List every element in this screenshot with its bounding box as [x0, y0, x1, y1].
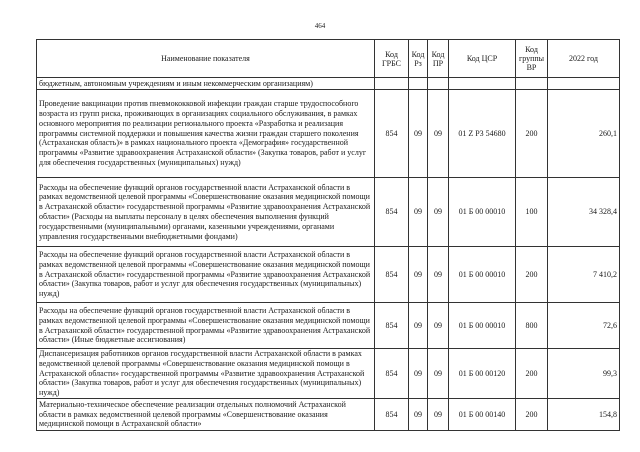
row-grbs: 854 — [375, 178, 409, 247]
row-name: Материально-техническое обеспечение реализации отдельных полномочий Астраханской области в рамках ведомственной целевой программы «Совершенствование оказания медицинской помощи в Астраханской области» — [37, 398, 375, 430]
header-rz: Код Рз — [409, 40, 428, 78]
row-vr: 800 — [516, 303, 548, 349]
row-grbs: 854 — [375, 349, 409, 399]
table-row — [37, 303, 620, 349]
header-name: Наименование показателя — [37, 40, 375, 78]
row-pr: 09 — [428, 303, 449, 349]
row-name: Диспансеризация работников органов государственной власти Астраханской области в рамках ведомственной целевой программы «Совершенствование оказания медицинской помощи в Астраханской области» государственной программы «Развитие здравоохранения Астраханской области» (Закупка товаров, работ и услуг для обеспечения государственных (муниципальных) нужд) — [37, 349, 375, 399]
row-value: 72,6 — [548, 303, 620, 349]
row-value: 7 410,2 — [548, 247, 620, 303]
header-row — [37, 40, 620, 78]
row-rz: 09 — [409, 349, 428, 399]
row-vr: 200 — [516, 349, 548, 399]
row-rz: 09 — [409, 398, 428, 430]
row-vr: 200 — [516, 398, 548, 430]
row-pr: 09 — [428, 349, 449, 399]
row-csr: 01 Б 00 00140 — [449, 398, 516, 430]
row-csr: 01 Б 00 00010 — [449, 303, 516, 349]
header-vr: Код группы ВР — [516, 40, 548, 78]
row-vr: 200 — [516, 247, 548, 303]
row-value: 34 328,4 — [548, 178, 620, 247]
row-vr: 200 — [516, 90, 548, 178]
row-rz: 09 — [409, 247, 428, 303]
row-value: 99,3 — [548, 349, 620, 399]
row-vr: 100 — [516, 178, 548, 247]
row-name: Расходы на обеспечение функций органов государственной власти Астраханской области в рамках ведомственной целевой программы «Совершенствование оказания медицинской помощи в Астраханской области» государственной программы «Развитие здравоохранения Астраханской области» (Расходы на выплаты персоналу в целях обеспечения выполнения функций государственными (муниципальными) органами, казенными учреждениями, органами управления государственными внебюджетными фондами) — [37, 178, 375, 247]
row-vr — [516, 78, 548, 90]
row-rz: 09 — [409, 90, 428, 178]
row-csr: 01 Б 00 00010 — [449, 247, 516, 303]
row-pr: 09 — [428, 398, 449, 430]
table-row — [37, 90, 620, 178]
row-csr: 01 Z P3 54680 — [449, 90, 516, 178]
row-pr: 09 — [428, 247, 449, 303]
header-pr: Код ПР — [428, 40, 449, 78]
row-rz — [409, 78, 428, 90]
row-csr: 01 Б 00 00010 — [449, 178, 516, 247]
row-value — [548, 78, 620, 90]
table-row — [37, 398, 620, 430]
row-value: 260,1 — [548, 90, 620, 178]
row-name: Расходы на обеспечение функций органов государственной власти Астраханской области в рамках ведомственной целевой программы «Совершенствование оказания медицинской помощи в Астраханской области» государственной программы «Развитие здравоохранения Астраханской области» (Иные бюджетные ассигнования) — [37, 303, 375, 349]
table-row — [37, 178, 620, 247]
table-row — [37, 78, 620, 90]
row-grbs: 854 — [375, 247, 409, 303]
row-name: Расходы на обеспечение функций органов государственной власти Астраханской области в рамках ведомственной целевой программы «Совершенствование оказания медицинской помощи в Астраханской области» государственной программы «Развитие здравоохранения Астраханской области» (Закупка товаров, работ и услуг для обеспечения государственных (муниципальных) нужд) — [37, 247, 375, 303]
table-row — [37, 247, 620, 303]
row-rz: 09 — [409, 178, 428, 247]
row-csr: 01 Б 00 00120 — [449, 349, 516, 399]
header-csr: Код ЦСР — [449, 40, 516, 78]
row-pr: 09 — [428, 178, 449, 247]
row-grbs: 854 — [375, 303, 409, 349]
row-name: бюджетным, автономным учреждениям и иным некоммерческим организациям) — [37, 78, 375, 90]
table-row — [37, 349, 620, 399]
budget-table — [36, 39, 620, 431]
header-year: 2022 год — [548, 40, 620, 78]
row-csr — [449, 78, 516, 90]
row-value: 154,8 — [548, 398, 620, 430]
row-rz: 09 — [409, 303, 428, 349]
row-pr — [428, 78, 449, 90]
row-grbs: 854 — [375, 398, 409, 430]
row-pr: 09 — [428, 90, 449, 178]
page-number: 464 — [314, 22, 326, 30]
row-grbs — [375, 78, 409, 90]
row-grbs: 854 — [375, 90, 409, 178]
row-name: Проведение вакцинации против пневмококковой инфекции граждан старше трудоспособного возраста из групп риска, проживающих в организациях социального обслуживания, в рамках основного мероприятия по реализации регионального проекта «Разработка и реализация программы системной поддержки и повышения качества жизни граждан старшего поколения (Астраханская область)» в рамках национального проекта «Демография» государственной программы «Развитие здравоохранения Астраханской области» (Закупка товаров, работ и услуг для обеспечения государственных (муниципальных) нужд) — [37, 90, 375, 178]
header-grbs: Код ГРБС — [375, 40, 409, 78]
